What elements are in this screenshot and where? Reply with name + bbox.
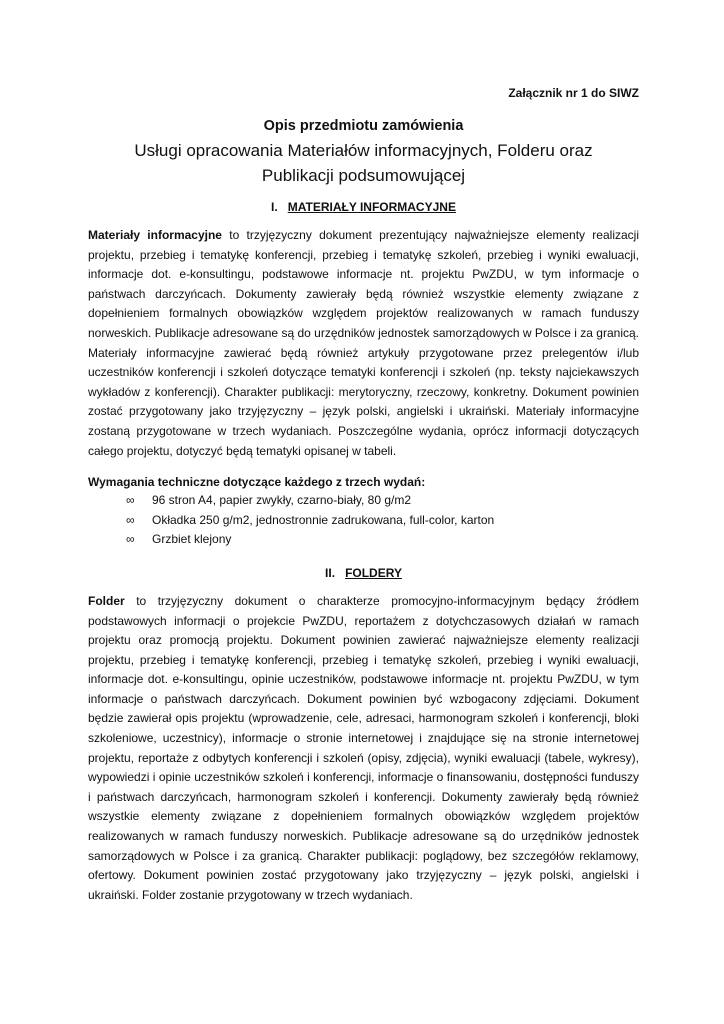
list-item (126, 530, 639, 550)
requirement-text: Okładka 250 g/m2, jednostronnie zadrukowana, full-color, karton (152, 512, 495, 527)
requirements-list (88, 491, 639, 550)
infinity-bullet-icon: ∞ (126, 532, 135, 547)
section-2-paragraph (88, 592, 639, 906)
document-subtitle (88, 138, 639, 188)
list-item (126, 511, 639, 531)
subtitle-line-1: Usługi opracowania Materiałów informacyjnych, Folderu oraz (134, 141, 593, 160)
subtitle-line-2: Publikacji podsumowującej (261, 166, 466, 185)
section-1-title: MATERIAŁY INFORMACYJNE (287, 200, 456, 214)
section-2-lead-term: Folder (88, 593, 125, 608)
section-1-lead-term: Materiały informacyjne (88, 228, 222, 242)
section-1-body: to trzyjęzyczny dokument prezentujący najważniejsze elementy realizacji projektu, przebieg i tematykę konferencji, przebieg i tematykę szkoleń, przebieg i wyniki ewaluacji, informacje dot. e-konsultingu, podstawowe informacje nt. projektu PwZDU, w tym informacje o państwach darczyńcach. Dokumenty zawierały będą również wszystkie elementy związane z dopełnieniem formalnych obowiązków względem projektów realizowanych w ramach funduszy norweskich. Publikacje adresowane są do urzędników jednostek samorządowych w Polsce i za granicą. Materiały informacyjne zawierać będą również artykuły przygotowane przez prelegentów i/lub uczestników konferencji i szkoleń dotyczące tematyki konferencji i szkoleń (np. teksty najciekawszych wykładów z konferencji). Charakter publikacji: merytoryczny, rzeczowy, konkretny. Dokument powinien zostać przygotowany jako trzyjęzyczny – język polski, angielski i ukraiński. Materiały informacyjne zostaną przygotowane w trzech wydaniach. Poszczególne wydania, oprócz informacji dotyczących całego projektu, dotyczyć będą tematyki opisanej w tabeli. (88, 228, 639, 458)
section-1-heading (88, 200, 639, 214)
infinity-bullet-icon: ∞ (126, 493, 135, 508)
section-2-body: to trzyjęzyczny dokument o charakterze promocyjno-informacyjnym będący źródłem podstawowych informacji o projekcie PwZDU, reportażem z dotychczasowych działań w ramach projektu oraz promocją projektu. Dokument powinien zawierać najważniejsze elementy realizacji projektu, przebieg i tematykę konferencji, przebieg i tematykę szkoleń, przebieg i wyniki ewaluacji, informacje dot. e-konsultingu, opinie uczestników, podstawowe informacje nt. projektu PwZDU, w tym informacje o państwach darczyńcach. Dokument powinien być wzbogacony zdjęciami. Dokument będzie zawierał opis projektu (wprowadzenie, cele, adresaci, harmonogram szkoleń i konferencji, bloki szkoleniowe, uczestnicy), informacje o stronie internetowej i znajdujące się na stronie internetowej projektu, reportaże z odbytych konferencji i szkoleń (opisy, zdjęcia), wyniki ewaluacji (tabele, wykresy), wypowiedzi i opinie uczestników szkoleń i konferencji, informacje o finansowaniu, dostępności funduszy i państwach darczyńcach, harmonogram szkoleń i konferencji. Dokumenty zawierały będą również wszystkie elementy związane z dopełnieniem formalnych obowiązków względem projektów realizowanych w ramach funduszy norweskich. Publikacje adresowane są do urzędników jednostek samorządowych w Polsce i za granicą. Charakter publikacji: poglądowy, bez szczegółów reklamowy, ofertowy. Dokument powinien zostać przygotowany jako trzyjęzyczny – język polski, angielski i ukraiński. Folder zostanie przygotowany w trzech wydaniach. (88, 593, 639, 902)
section-2-number: II. (325, 565, 336, 580)
annex-label: Załącznik nr 1 do SIWZ (508, 86, 639, 100)
requirement-text: Grzbiet klejony (152, 532, 232, 547)
section-1-paragraph (88, 226, 639, 461)
section-1-number: I. (271, 200, 278, 214)
document-title: Opis przedmiotu zamówienia (263, 118, 464, 134)
infinity-bullet-icon: ∞ (126, 512, 135, 527)
requirement-text: 96 stron A4, papier zwykły, czarno-biały, 80 g/m2 (152, 493, 412, 508)
section-2-heading (88, 566, 639, 580)
document-page (88, 86, 639, 905)
list-item (126, 491, 639, 511)
section-2-title: FOLDERY (345, 565, 402, 580)
requirements-title: Wymagania techniczne dotyczące każdego z trzech wydań: (88, 475, 426, 490)
